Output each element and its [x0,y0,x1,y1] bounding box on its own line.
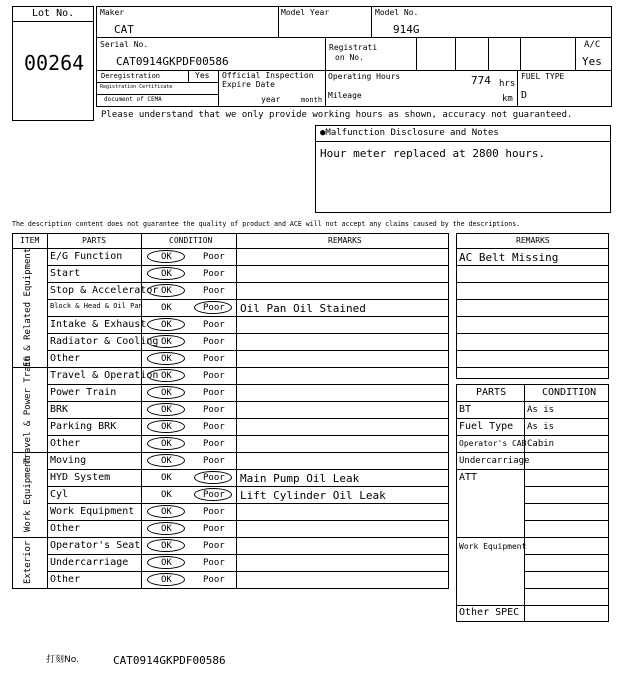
group-label: Exterior [23,540,33,585]
operating-hours-label: Operating Hours [328,72,401,81]
item-header: ITEM [20,236,40,245]
remarks-panel-line-1: AC Belt Missing [459,251,559,264]
part-label: HYD System [50,472,111,483]
part-label: Start [50,268,81,279]
part-label: Moving [50,455,87,466]
poor-mark: Poor [203,490,225,500]
fuel-type-label: FUEL TYPE [521,72,565,81]
serial-label: Serial No. [100,40,149,49]
ok-mark: OK [161,575,172,585]
lot-label: Lot No. [32,8,75,19]
model-year-label: Model Year [281,8,330,17]
undercarriage-label: Undercarriage [459,456,530,466]
ok-mark: OK [161,524,172,534]
poor-mark: Poor [203,456,225,466]
registration-label-2: on No. [335,53,364,62]
bt-value: As is [527,405,555,415]
ok-circle [147,284,185,297]
malfunction-box [315,125,611,213]
ok-circle [147,369,185,382]
ok-mark: OK [161,388,172,398]
work-equipment-panel-label: Work Equipment [459,542,527,551]
malfunction-text: Hour meter replaced at 2800 hours. [320,147,546,160]
group-label: EG & Related Equipment [23,247,33,367]
cab-value: Cabin [527,439,555,449]
ok-circle [147,522,185,535]
ok-mark: OK [161,507,172,517]
mileage-label: Mileage [328,91,362,100]
ac-label: A/C [584,40,601,50]
part-label: Other [50,438,81,449]
part-label: Intake & Exhaust [50,319,147,330]
model-no-label: Model No. [375,8,419,17]
deregistration-label: Deregistration [101,72,161,80]
poor-mark: Poor [203,575,225,585]
fuel-type-panel-label: Fuel Type [459,421,514,432]
ok-circle [147,420,185,433]
ok-circle [147,352,185,365]
ok-mark: OK [161,473,172,483]
engraving-label: 打刻No. [46,655,79,665]
ok-mark: OK [161,303,172,313]
part-label: Undercarriage [50,557,129,568]
part-label: Power Train [50,387,117,398]
ok-mark: OK [161,320,172,330]
ok-mark: OK [161,541,172,551]
engraving-value: CAT0914GKPDF00586 [113,654,226,667]
poor-mark: Poor [203,524,225,534]
poor-mark: Poor [203,422,225,432]
part-label: Other [50,523,81,534]
cema-label: document of CEMA [104,96,162,103]
poor-mark: Poor [203,337,225,347]
other-spec-label: Other SPEC [459,607,520,618]
cab-label: Operator's CAB [459,439,527,448]
parts-panel-parts-header: PARTS [476,387,507,398]
model-no-value: 914G [393,23,420,36]
registration-certificate-label: Registration Certificate [100,84,173,90]
ok-mark: OK [161,405,172,415]
condition-header: CONDITION [169,236,213,245]
fuel-type-value: D [521,90,528,101]
att-label: ATT [459,472,478,483]
year-label: year [261,95,281,104]
maker-label: Maker [100,8,125,17]
poor-mark: Poor [203,507,225,517]
ok-mark: OK [161,371,172,381]
poor-mark: Poor [203,252,225,262]
ok-mark: OK [161,252,172,262]
ok-circle [147,335,185,348]
poor-mark: Poor [203,473,225,483]
ok-circle [147,454,185,467]
remark-text: Main Pump Oil Leak [240,472,360,485]
ok-mark: OK [161,286,172,296]
ok-mark: OK [161,269,172,279]
poor-mark: Poor [203,405,225,415]
ok-circle [147,403,185,416]
ok-circle [147,556,185,569]
group-label: Travel & Power Train [23,355,33,464]
part-label: Work Equipment [50,506,135,517]
group-label: Work Equipment [23,456,33,533]
ok-mark: OK [161,354,172,364]
part-label: Stop & Accelerator [50,285,159,296]
part-label: Travel & Operation [50,370,159,381]
ok-circle [147,437,185,450]
maker-value: CAT [114,23,134,36]
ok-circle [147,267,185,280]
registration-label-1: Registrati [329,43,378,52]
part-label: Radiator & Cooling [50,336,159,347]
poor-mark: Poor [203,371,225,381]
malfunction-title: ●Malfunction Disclosure and Notes [320,128,499,138]
working-hours-notice: Please understand that we only provide working hours as shown, accuracy not guaranteed. [101,110,573,120]
part-label: Parking BRK [50,421,117,432]
serial-value: CAT0914GKPDF00586 [116,55,229,68]
month-label: month [301,96,323,104]
poor-mark: Poor [203,286,225,296]
poor-circle [194,301,232,314]
inspection-label-2: Expire Date [222,80,275,89]
remarks-header: REMARKS [328,236,362,245]
fuel-type-panel-value: As is [527,422,555,432]
part-label: Block & Head & Oil Pan [50,302,143,310]
ok-mark: OK [161,439,172,449]
poor-mark: Poor [203,320,225,330]
ok-circle [147,250,185,263]
lot-number: 00264 [24,51,85,75]
ok-circle [147,318,185,331]
poor-mark: Poor [203,303,225,313]
parts-panel-condition-header: CONDITION [542,387,597,398]
ok-mark: OK [161,337,172,347]
part-label: Other [50,574,81,585]
disclaimer: The description content does not guarantee the quality of product and ACE will not accept any claims caused by the descriptions. [12,220,521,228]
poor-mark: Poor [203,558,225,568]
part-label: E/G Function [50,251,123,262]
remark-text: Oil Pan Oil Stained [240,302,366,315]
hrs-unit: hrs [499,79,516,89]
part-label: Operator's Seat [50,540,141,551]
operating-hours-value: 774 [471,74,491,87]
poor-mark: Poor [203,388,225,398]
poor-circle [194,471,232,484]
poor-circle [194,488,232,501]
ac-value: Yes [582,55,602,68]
poor-mark: Poor [203,354,225,364]
ok-circle [147,539,185,552]
deregistration-value: Yes [195,71,210,80]
ok-circle [147,573,185,586]
parts-header: PARTS [82,236,107,245]
bt-label: BT [459,404,472,415]
poor-mark: Poor [203,439,225,449]
ok-mark: OK [161,456,172,466]
part-label: Cyl [50,489,69,500]
remarks-panel-header: REMARKS [516,236,550,245]
remark-text: Lift Cylinder Oil Leak [240,489,386,502]
ok-mark: OK [161,558,172,568]
poor-mark: Poor [203,269,225,279]
ok-mark: OK [161,490,172,500]
poor-mark: Poor [203,541,225,551]
km-unit: km [502,94,513,104]
inspection-label-1: Official Inspection [222,71,314,80]
ok-circle [147,386,185,399]
ok-circle [147,505,185,518]
part-label: BRK [50,404,69,415]
part-label: Other [50,353,81,364]
ok-mark: OK [161,422,172,432]
